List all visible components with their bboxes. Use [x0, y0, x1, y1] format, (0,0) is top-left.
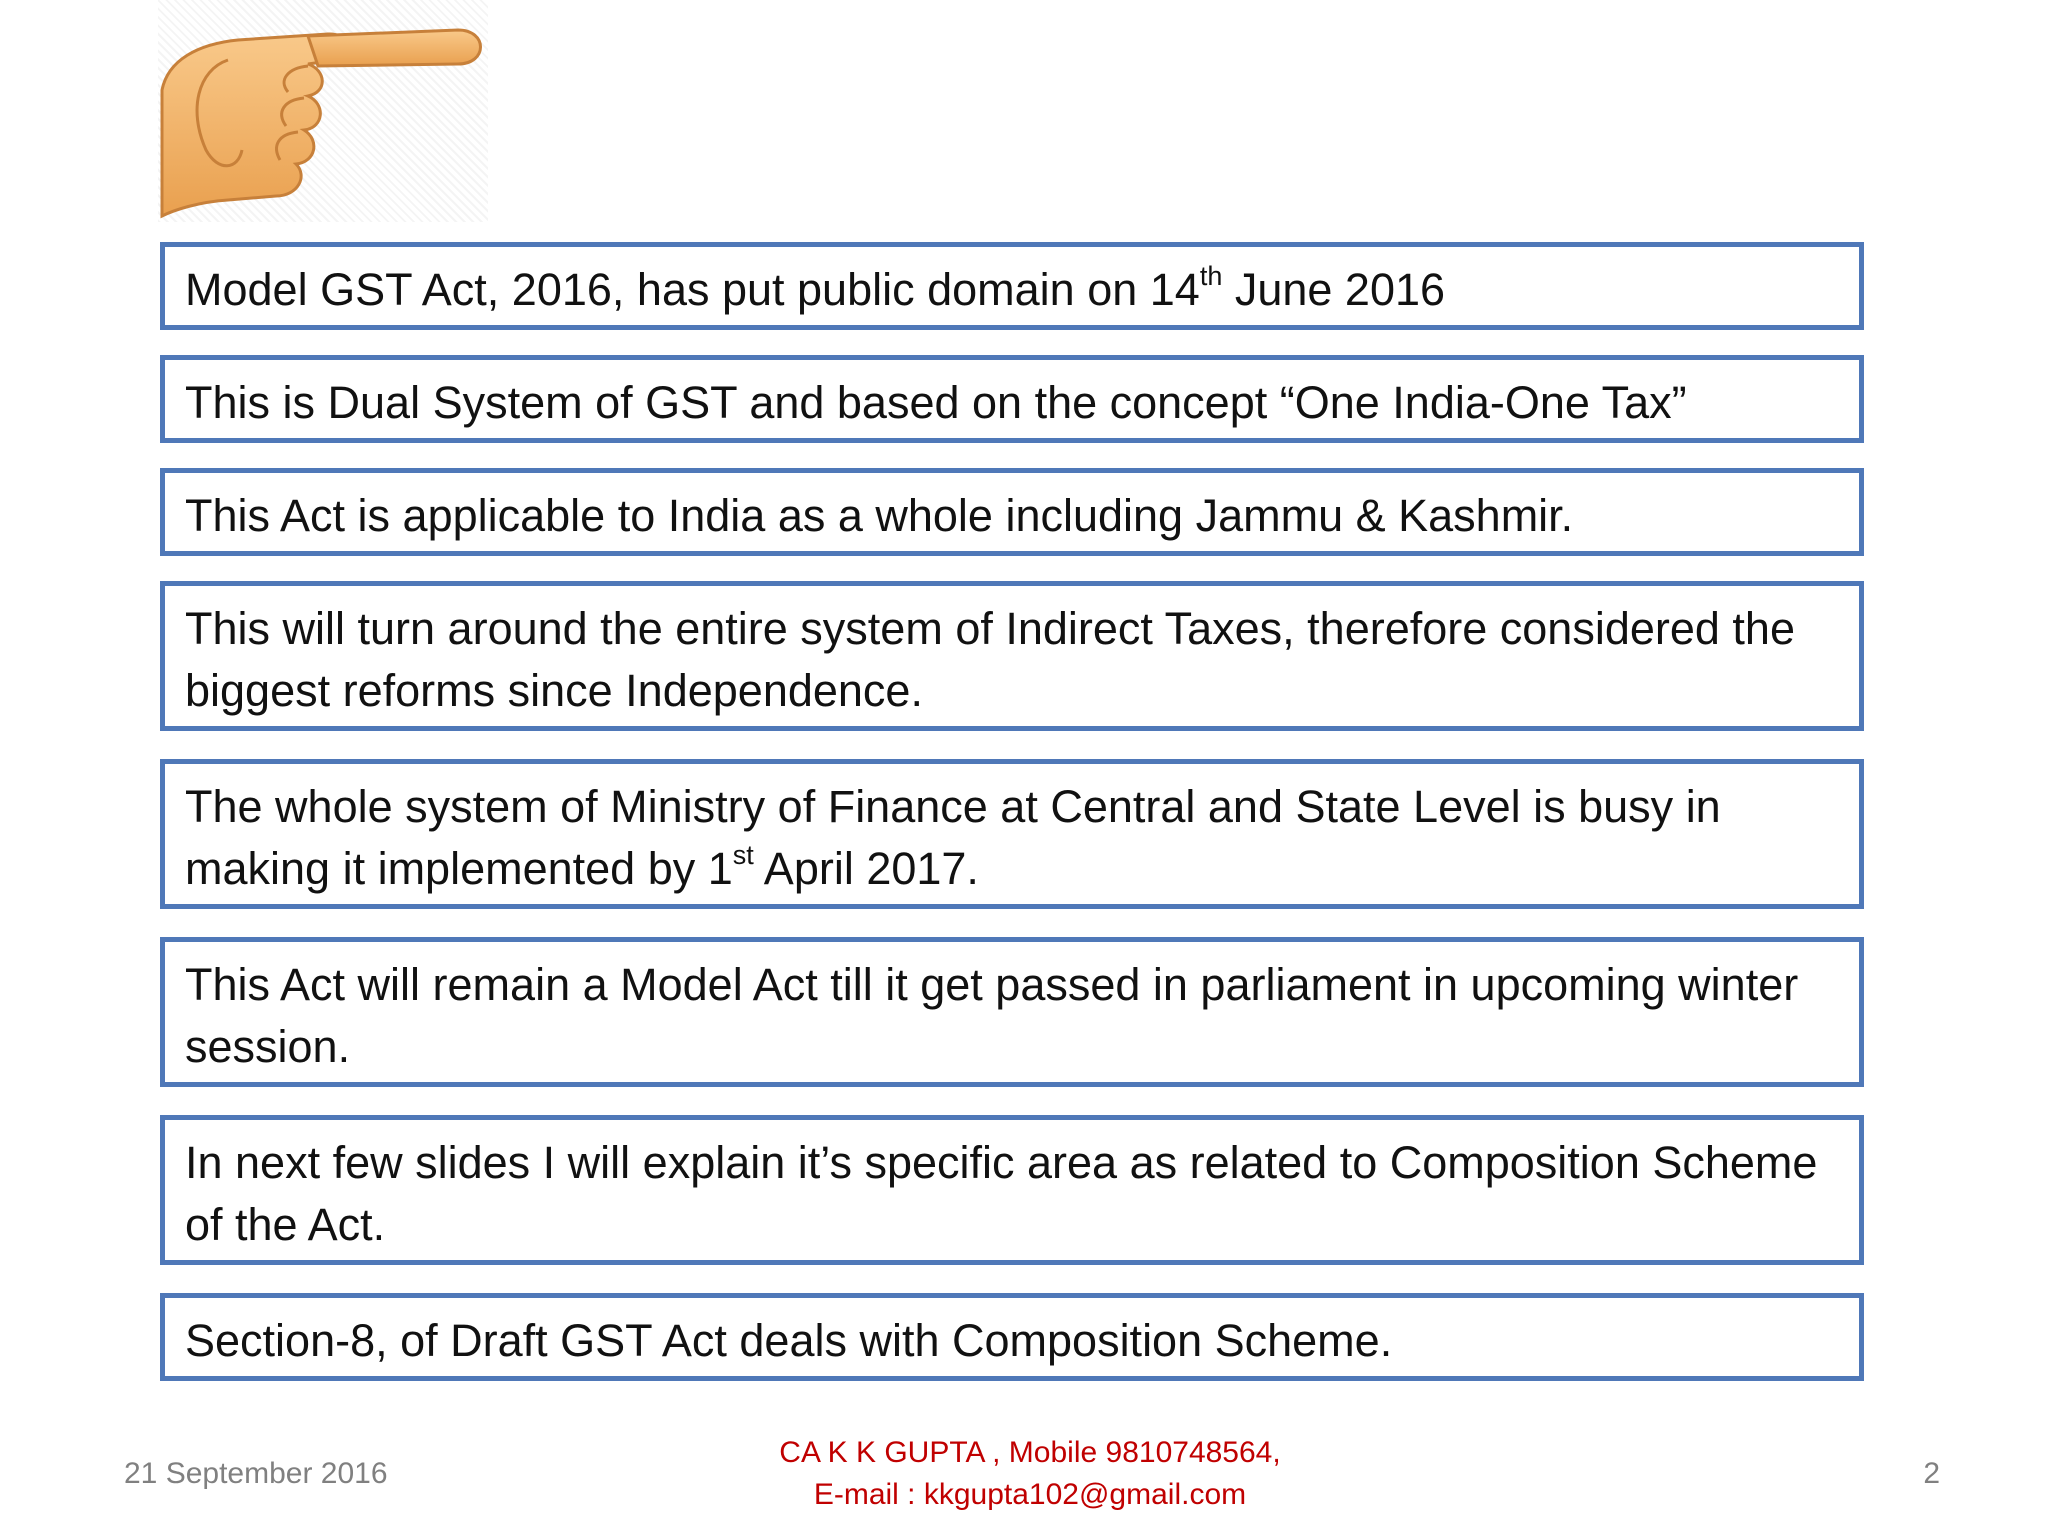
footer-date: 21 September 2016 — [124, 1457, 388, 1490]
point-box-1 — [160, 242, 1864, 330]
point-text: In next few slides I will explain it’s specific area as related to Composition Scheme of the Act. — [185, 1137, 1818, 1250]
point-text: This Act will remain a Model Act till it get passed in parliament in upcoming winter session. — [185, 959, 1799, 1072]
point-text: Section-8, of Draft GST Act deals with Composition Scheme. — [185, 1315, 1393, 1366]
point-text: This Act is applicable to India as a whole including Jammu & Kashmir. — [185, 490, 1574, 541]
footer-author — [630, 1432, 1430, 1516]
point-box-5 — [160, 759, 1864, 909]
point-box-8 — [160, 1293, 1864, 1381]
superscript: th — [1199, 261, 1223, 291]
point-text-cont: April 2017. — [753, 843, 979, 894]
superscript: st — [732, 840, 754, 870]
pointing-hand-image — [158, 0, 488, 222]
point-text: This will turn around the entire system of Indirect Taxes, therefore considered the biggest reforms since Independence. — [185, 603, 1795, 716]
point-text-cont: June 2016 — [1222, 264, 1446, 315]
author-line: CA K K GUPTA , Mobile 9810748564, — [779, 1436, 1281, 1469]
point-box-7 — [160, 1115, 1864, 1265]
point-text: This is Dual System of GST and based on the concept “One India-One Tax” — [185, 377, 1687, 428]
point-text: The whole system of Ministry of Finance at Central and State Level is busy in making it implemented by 1 — [185, 781, 1721, 894]
pointing-hand-icon — [158, 0, 488, 222]
point-box-3 — [160, 468, 1864, 556]
point-text: Model GST Act, 2016, has put public domain on 14 — [185, 264, 1200, 315]
point-box-2 — [160, 355, 1864, 443]
email-line: E-mail : kkgupta102@gmail.com — [813, 1478, 1247, 1511]
point-box-6 — [160, 937, 1864, 1087]
point-box-4 — [160, 581, 1864, 731]
page-number: 2 — [1923, 1457, 1940, 1490]
